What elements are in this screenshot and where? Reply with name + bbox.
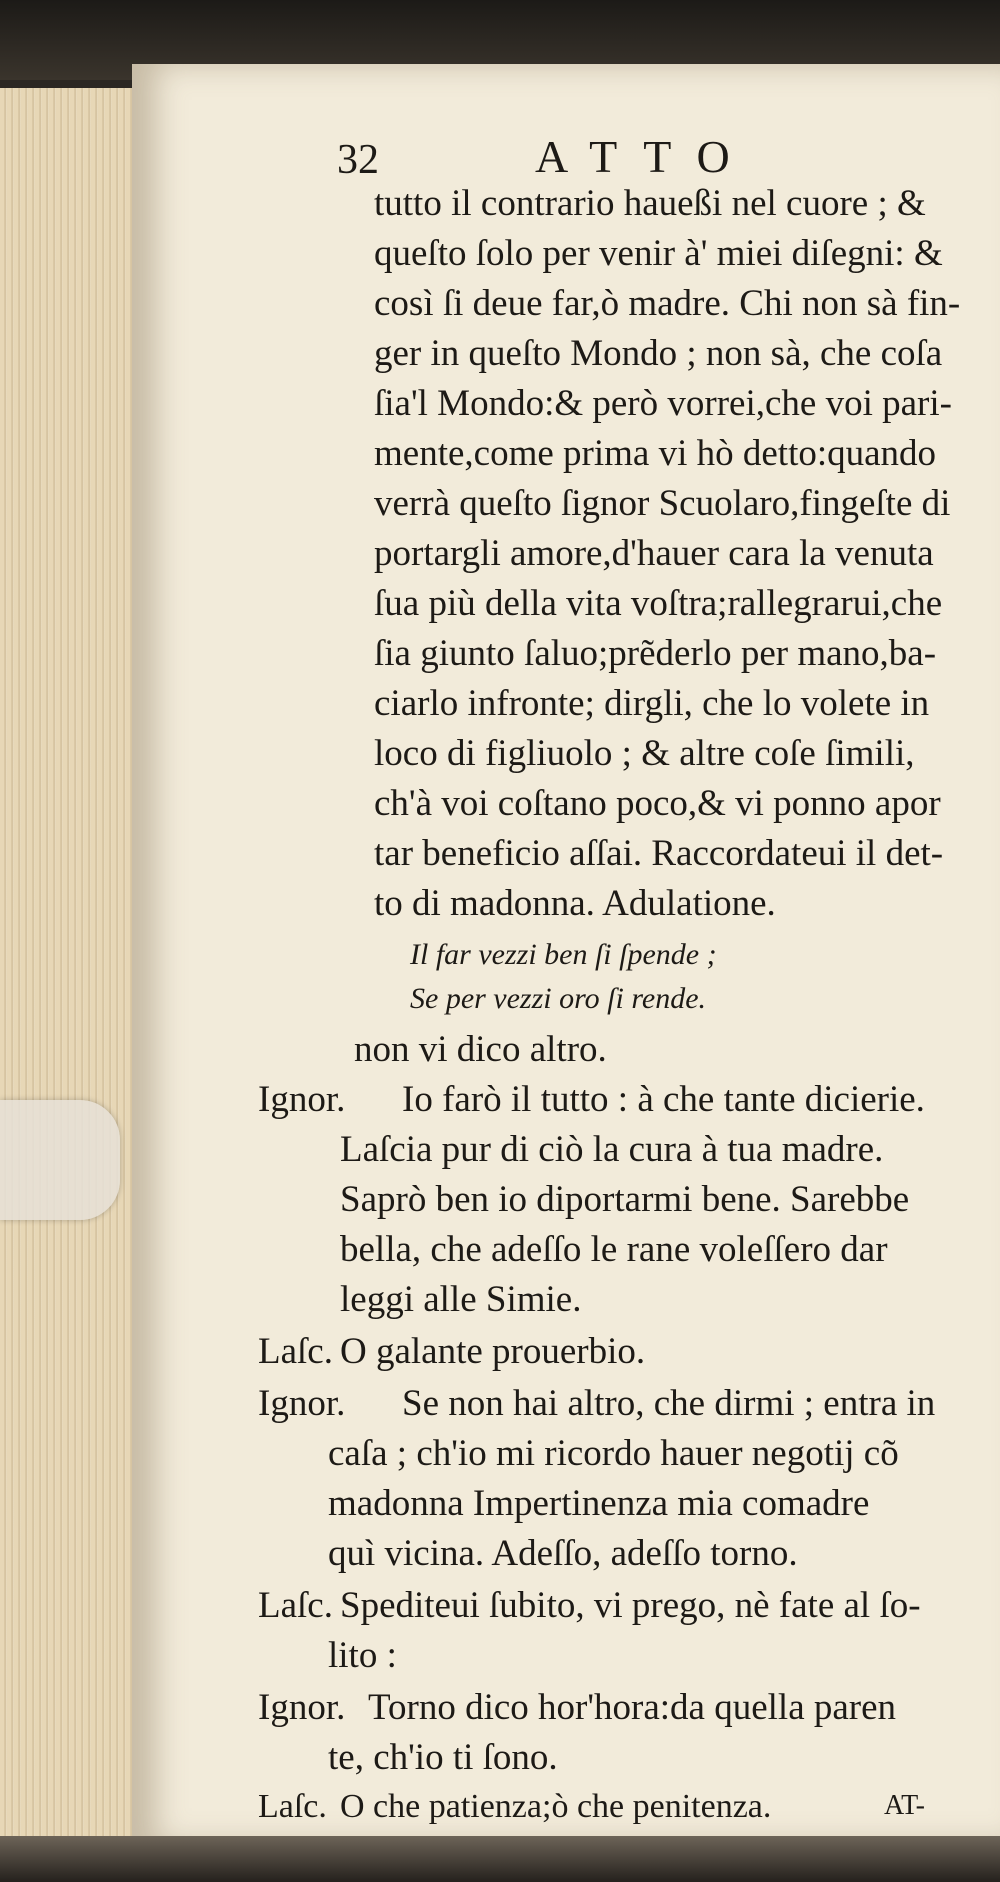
text-line: portargli amore,d'hauer cara la venuta bbox=[374, 533, 934, 574]
text-line: queſto ſolo per venir à' miei diſegni: & bbox=[374, 233, 943, 274]
dialogue-line: Saprò ben io diportarmi bene. Sarebbe bbox=[340, 1179, 910, 1220]
text-line: ſia'l Mondo:& però vorrei,che voi pari- bbox=[374, 383, 952, 424]
dialogue-line: Torno dico hor'hora:da quella paren bbox=[368, 1687, 897, 1728]
dialogue-line: madonna Impertinenza mia comadre bbox=[328, 1483, 870, 1524]
text-line: tar beneficio aſſai. Raccordateui il det- bbox=[374, 833, 944, 874]
speaker-label: Ignor. bbox=[258, 1383, 346, 1424]
text-line: non vi dico altro. bbox=[354, 1029, 607, 1070]
dialogue-line: Se non hai altro, che dirmi ; entra in bbox=[402, 1383, 936, 1424]
text-line: verrà queſto ſignor Scuolaro,fingeſte di bbox=[374, 483, 951, 524]
text-line: ciarlo infronte; dirgli, che lo volete in bbox=[374, 683, 930, 724]
speaker-label: Laſc. bbox=[258, 1788, 327, 1825]
text-line: ſua più della vita voſtra;rallegrarui,che bbox=[374, 583, 943, 624]
text-line: ch'à voi coſtano poco,& vi ponno apor bbox=[374, 783, 941, 824]
text-line: loco di figliuolo ; & altre coſe ſimili, bbox=[374, 733, 915, 774]
dialogue-line: O galante prouerbio. bbox=[340, 1331, 646, 1372]
text-line: così ſi deue far,ò madre. Chi non sà fin- bbox=[374, 283, 961, 324]
dialogue-line: te, ch'io ti ſono. bbox=[328, 1737, 558, 1778]
dialogue-line: caſa ; ch'io mi ricordo hauer negotij cõ bbox=[328, 1433, 899, 1474]
dialogue-line: Io farò il tutto : à che tante dicierie. bbox=[402, 1079, 925, 1120]
catchword: AT- bbox=[884, 1790, 925, 1821]
speaker-label: Laſc. bbox=[258, 1585, 333, 1626]
running-title: ATTO bbox=[535, 131, 756, 182]
verse-line: Se per vezzi oro ſi rende. bbox=[410, 982, 707, 1015]
text-line: mente,come prima vi hò detto:quando bbox=[374, 433, 937, 474]
page-clip bbox=[0, 1100, 120, 1220]
speaker-label: Laſc. bbox=[258, 1331, 333, 1372]
page-number: 32 bbox=[337, 137, 379, 183]
text-line: ſia giunto ſaluo;prẽderlo per mano,ba- bbox=[374, 633, 937, 674]
dialogue-line: bella, che adeſſo le rane voleſſero dar bbox=[340, 1229, 888, 1270]
dialogue-line: Spediteui ſubito, vi prego, nè fate al ſo- bbox=[340, 1585, 921, 1626]
verse-line: Il far vezzi ben ſi ſpende ; bbox=[410, 938, 717, 971]
dialogue-line: quì vicina. Adeſſo, adeſſo torno. bbox=[328, 1533, 798, 1574]
dialogue-line: leggi alle Simie. bbox=[340, 1279, 582, 1320]
book-bottom-band bbox=[0, 1836, 1000, 1882]
text-line: tutto il contrario haueßi nel cuore ; & bbox=[374, 183, 926, 224]
dialogue-line: O che patienza;ò che penitenza. bbox=[340, 1788, 772, 1825]
dialogue-line: lito : bbox=[328, 1635, 397, 1676]
page-edges bbox=[0, 88, 142, 1850]
speaker-label: Ignor. bbox=[258, 1079, 346, 1120]
text-line: ger in queſto Mondo ; non sà, che coſa bbox=[374, 333, 943, 374]
speaker-label: Ignor. bbox=[258, 1687, 346, 1728]
dialogue-line: Laſcia pur di ciò la cura à tua madre. bbox=[340, 1129, 884, 1170]
text-line: to di madonna. Adulatione. bbox=[374, 883, 776, 924]
